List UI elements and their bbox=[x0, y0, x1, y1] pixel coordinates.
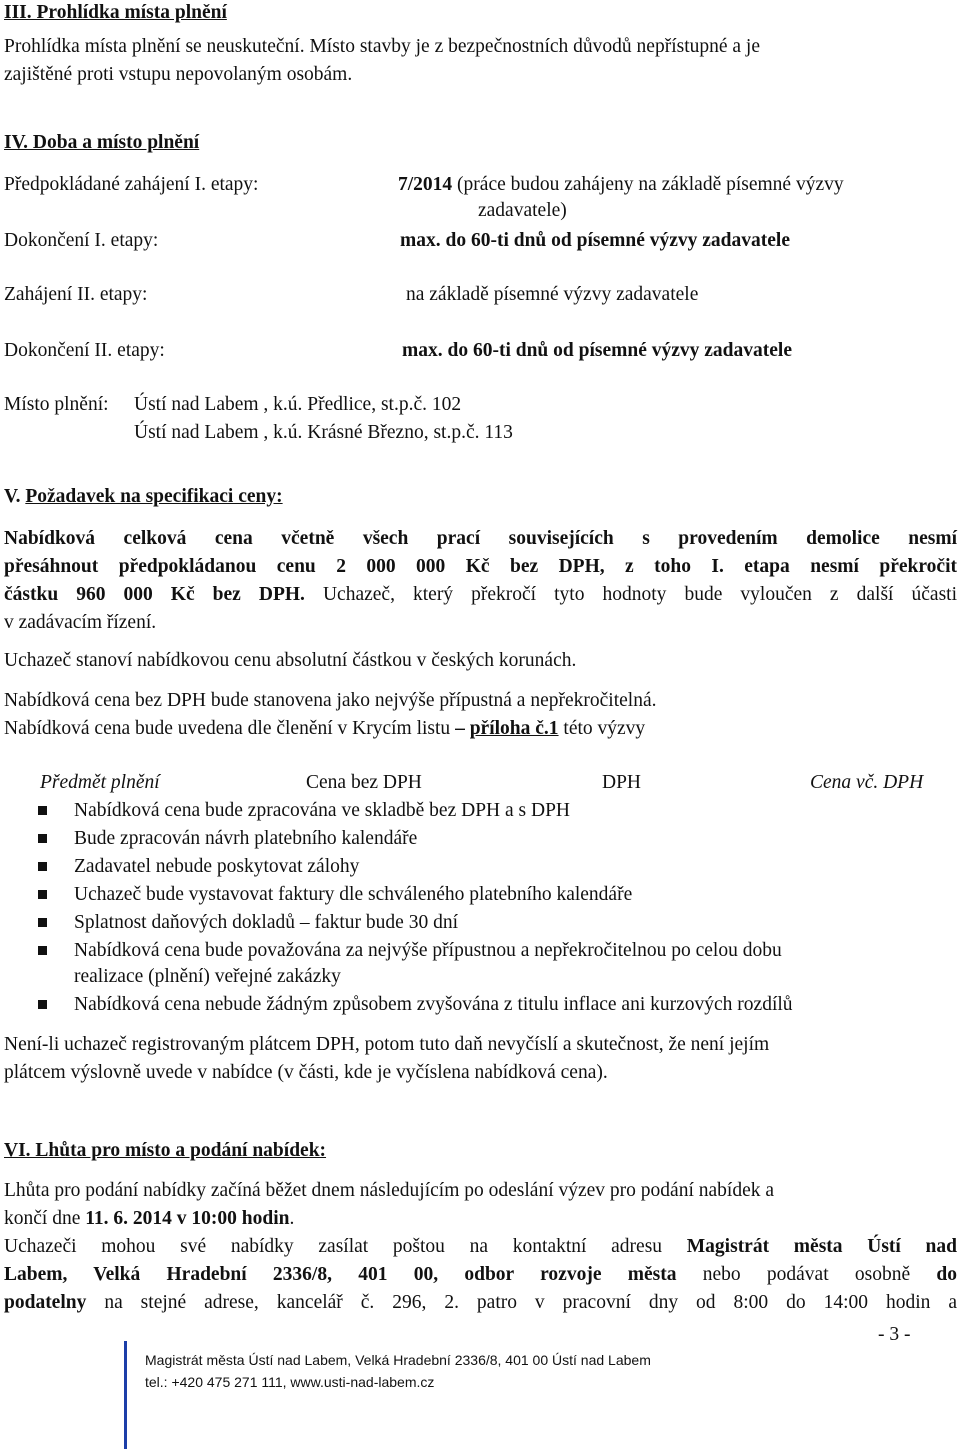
price-limit: částku 960 000 Kč bez DPH. bbox=[4, 584, 305, 605]
place-1: Ústí nad Labem , k.ú. Předlice, st.p.č. 102 bbox=[134, 394, 462, 415]
bullet-item bbox=[0, 800, 960, 824]
section-5-number: V. bbox=[4, 486, 21, 507]
attachment-ref: příloha č.1 bbox=[469, 718, 559, 739]
start-stage-2-label: Zahájení II. etapy: bbox=[4, 284, 148, 305]
price-para-line-3 bbox=[4, 584, 957, 606]
submission-line-1 bbox=[4, 1236, 957, 1258]
start-stage-1-value bbox=[398, 174, 844, 196]
price-para-line-4: v zadávacím řízení. bbox=[4, 612, 157, 633]
submission-text: Uchazeči mohou své nabídky zasílat poštou na kontaktní adresu bbox=[4, 1236, 687, 1257]
end-stage-1-value: max. do 60-ti dnů od písemné výzvy zadavatele bbox=[400, 230, 790, 251]
page-number: - 3 - bbox=[878, 1324, 911, 1345]
end-stage-2-label: Dokončení II. etapy: bbox=[4, 340, 165, 361]
footer-address: Magistrát města Ústí nad Labem, Velká Hradební 2336/8, 401 00 Ústí nad Labem bbox=[145, 1352, 651, 1368]
end-stage-1-label: Dokončení I. etapy: bbox=[4, 230, 159, 251]
price-para-4-end: této výzvy bbox=[558, 718, 646, 739]
table-header-vat: DPH bbox=[602, 772, 642, 793]
place-2: Ústí nad Labem , k.ú. Krásné Březno, st.p.č. 113 bbox=[134, 422, 513, 443]
bullet-item bbox=[0, 856, 960, 880]
deadline-text: končí dne bbox=[4, 1208, 86, 1229]
bullet-text: Uchazeč bude vystavovat faktury dle schváleného platebního kalendáře bbox=[74, 884, 633, 905]
bullet-text: Nabídková cena bude zpracována ve skladbě bez DPH a s DPH bbox=[74, 800, 570, 821]
place-label: Místo plnění: bbox=[4, 394, 109, 415]
vat-para-line-1: Není-li uchazeč registrovaným plátcem DPH, potom tuto daň nevyčíslí a skutečnost, že není jejím bbox=[4, 1034, 770, 1055]
bullet-text: Zadavatel nebude poskytovat zálohy bbox=[74, 856, 360, 877]
start-stage-2-value: na základě písemné výzvy zadavatele bbox=[406, 284, 699, 305]
end-stage-2-value: max. do 60-ti dnů od písemné výzvy zadavatele bbox=[402, 340, 792, 361]
submission-text-3: na stejné adrese, kancelář č. 296, 2. patro v pracovní dny od 8:00 do 14:00 hodin a bbox=[86, 1292, 957, 1313]
contact-address-bold: Magistrát města Ústí nad bbox=[686, 1236, 958, 1257]
bullet-item bbox=[0, 884, 960, 908]
deadline-date: 11. 6. 2014 v 10:00 hodin bbox=[85, 1208, 290, 1229]
submission-line-3 bbox=[4, 1292, 957, 1314]
section-5-heading bbox=[4, 486, 283, 508]
section-5-title: Požadavek na specifikaci ceny: bbox=[25, 486, 283, 507]
registry-bold: podatelny bbox=[4, 1292, 87, 1313]
deadline-line-1: Lhůta pro podání nabídky začíná běžet dnem následujícím po odeslání výzev pro podání nabídek a bbox=[4, 1180, 775, 1201]
footer-accent-bar bbox=[124, 1341, 127, 1449]
contact-address-bold-cont: Labem, Velká Hradební 2336/8, 401 00, odbor rozvoje města bbox=[4, 1264, 677, 1285]
table-header-subject: Předmět plnění bbox=[40, 772, 160, 793]
square-bullet-icon bbox=[38, 806, 47, 815]
square-bullet-icon bbox=[38, 862, 47, 871]
bullet-text: Nabídková cena nebude žádným způsobem zvyšována z titulu inflace ani kurzových rozdílů bbox=[74, 994, 793, 1015]
section-3-heading: III. Prohlídka místa plnění bbox=[4, 2, 227, 23]
price-para-4 bbox=[4, 718, 645, 740]
submission-bold-do: do bbox=[936, 1264, 957, 1285]
start-stage-1-note: (práce budou zahájeny na základě písemné výzvy bbox=[452, 174, 844, 195]
price-para-line-2: přesáhnout předpokládanou cenu 2 000 000 Kč bez DPH, z toho I. etapa nesmí překročit bbox=[4, 556, 957, 577]
square-bullet-icon bbox=[38, 890, 47, 899]
price-para-2: Uchazeč stanoví nabídkovou cenu absolutní částkou v českých korunách. bbox=[4, 650, 577, 671]
section-3-line-2: zajištěné proti vstupu nepovolaným osobám. bbox=[4, 64, 353, 85]
square-bullet-icon bbox=[38, 946, 47, 955]
table-header-price-with-vat: Cena vč. DPH bbox=[810, 772, 924, 793]
bullet-item bbox=[0, 994, 960, 1018]
bullet-item bbox=[0, 828, 960, 852]
price-para-line-1: Nabídková celková cena včetně všech prací souvisejících s provedením demolice nesmí bbox=[4, 528, 957, 549]
section-6-heading: VI. Lhůta pro místo a podání nabídek: bbox=[4, 1140, 327, 1161]
price-para-3: Nabídková cena bez DPH bude stanovena jako nejvýše přípustná a nepřekročitelná. bbox=[4, 690, 657, 711]
footer-contact: tel.: +420 475 271 111, www.usti-nad-labem.cz bbox=[145, 1374, 435, 1390]
start-stage-1-date: 7/2014 bbox=[398, 174, 453, 195]
section-4-heading: IV. Doba a místo plnění bbox=[4, 132, 200, 153]
square-bullet-icon bbox=[38, 918, 47, 927]
deadline-period: . bbox=[289, 1208, 295, 1229]
square-bullet-icon bbox=[38, 1000, 47, 1009]
deadline-line-2 bbox=[4, 1208, 294, 1230]
submission-text-2: nebo podávat osobně bbox=[676, 1264, 937, 1285]
price-para-4-dash: – bbox=[455, 718, 465, 739]
vat-para-line-2: plátcem výslovně uvede v nabídce (v části, kde je vyčíslena nabídková cena). bbox=[4, 1062, 608, 1083]
price-exclusion: Uchazeč, který překročí tyto hodnoty bude vyloučen z další účasti bbox=[304, 584, 957, 605]
start-stage-1-label: Předpokládané zahájení I. etapy: bbox=[4, 174, 259, 195]
table-header-price-no-vat: Cena bez DPH bbox=[306, 772, 422, 793]
bullet-item bbox=[0, 940, 960, 992]
start-stage-1-value-line-2: zadavatele) bbox=[478, 200, 567, 221]
section-3-line-1: Prohlídka místa plnění se neuskuteční. Místo stavby je z bezpečnostních důvodů nepřístupné a je bbox=[4, 36, 761, 57]
submission-line-2 bbox=[4, 1264, 957, 1286]
bullet-text: Splatnost daňových dokladů – faktur bude 30 dní bbox=[74, 912, 458, 933]
bullet-text: Nabídková cena bude považována za nejvýše přípustnou a nepřekročitelnou po celou dobu bbox=[74, 940, 782, 961]
price-para-4-text: Nabídková cena bude uvedena dle členění v Krycím listu bbox=[4, 718, 456, 739]
bullet-text: Bude zpracován návrh platebního kalendáře bbox=[74, 828, 418, 849]
bullet-text-continued: realizace (plnění) veřejné zakázky bbox=[74, 966, 341, 987]
square-bullet-icon bbox=[38, 834, 47, 843]
bullet-item bbox=[0, 912, 960, 936]
